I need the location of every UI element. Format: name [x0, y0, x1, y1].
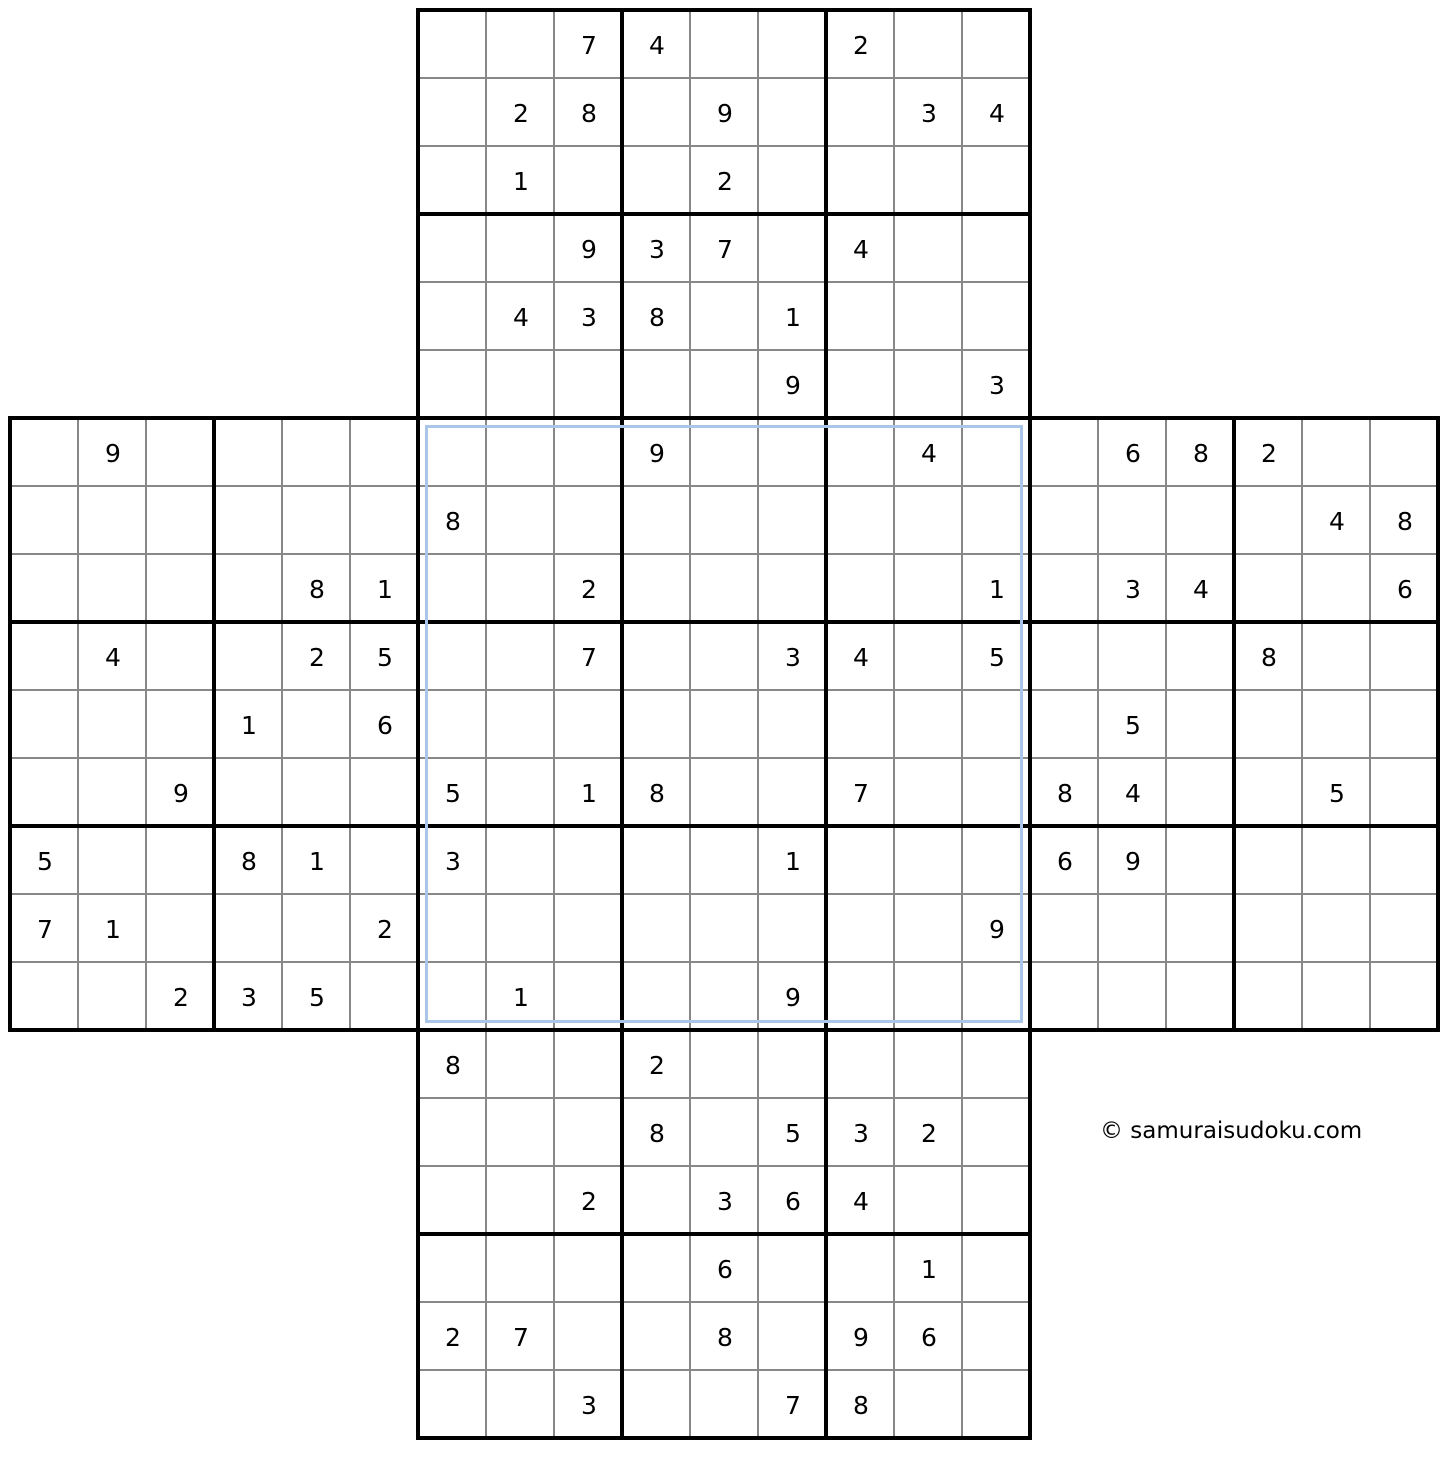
sudoku-empty-cell[interactable]: [215, 487, 283, 555]
sudoku-given-cell: 8: [717, 1322, 733, 1352]
sudoku-empty-cell[interactable]: [1371, 759, 1439, 827]
sudoku-given-cell: 3: [581, 1390, 597, 1420]
sudoku-given-cell: 9: [649, 438, 665, 468]
sudoku-empty-cell[interactable]: [351, 419, 419, 487]
sudoku-empty-cell[interactable]: [759, 215, 827, 283]
sudoku-empty-cell[interactable]: [691, 623, 759, 691]
sudoku-empty-cell[interactable]: [419, 351, 487, 419]
sudoku-empty-cell[interactable]: [691, 963, 759, 1031]
sudoku-empty-cell[interactable]: [419, 895, 487, 963]
sudoku-empty-cell[interactable]: [963, 1167, 1031, 1235]
sudoku-given-cell: 7: [581, 30, 597, 60]
sudoku-empty-cell[interactable]: [555, 1099, 623, 1167]
sudoku-empty-cell[interactable]: [215, 555, 283, 623]
sudoku-empty-cell[interactable]: [555, 895, 623, 963]
sudoku-empty-cell[interactable]: [147, 895, 215, 963]
sudoku-empty-cell[interactable]: [79, 555, 147, 623]
sudoku-empty-cell[interactable]: [351, 759, 419, 827]
sudoku-empty-cell[interactable]: [963, 487, 1031, 555]
sudoku-given-cell: 4: [649, 30, 665, 60]
sudoku-given-cell: 4: [1193, 574, 1209, 604]
sudoku-empty-cell[interactable]: [623, 79, 691, 147]
sudoku-given-cell: 9: [105, 438, 121, 468]
sudoku-empty-cell[interactable]: [895, 623, 963, 691]
sudoku-empty-cell[interactable]: [1371, 419, 1439, 487]
sudoku-empty-cell[interactable]: [487, 351, 555, 419]
sudoku-empty-cell[interactable]: [1235, 691, 1303, 759]
sudoku-given-cell: 5: [37, 846, 53, 876]
sudoku-given-cell: 6: [1057, 846, 1073, 876]
sudoku-empty-cell[interactable]: [623, 623, 691, 691]
sudoku-given-cell: 3: [581, 302, 597, 332]
sudoku-empty-cell[interactable]: [555, 487, 623, 555]
sudoku-empty-cell[interactable]: [487, 419, 555, 487]
sudoku-given-cell: 2: [921, 1118, 937, 1148]
sudoku-empty-cell[interactable]: [759, 691, 827, 759]
sudoku-given-cell: 4: [853, 234, 869, 264]
sudoku-empty-cell[interactable]: [147, 487, 215, 555]
sudoku-empty-cell[interactable]: [1303, 963, 1371, 1031]
sudoku-empty-cell[interactable]: [1167, 487, 1235, 555]
sudoku-empty-cell[interactable]: [623, 691, 691, 759]
sudoku-given-cell: 4: [853, 642, 869, 672]
sudoku-empty-cell[interactable]: [691, 895, 759, 963]
sudoku-given-cell: 8: [649, 778, 665, 808]
sudoku-empty-cell[interactable]: [691, 691, 759, 759]
sudoku-given-cell: 8: [1057, 778, 1073, 808]
sudoku-empty-cell[interactable]: [963, 283, 1031, 351]
sudoku-empty-cell[interactable]: [1031, 895, 1099, 963]
sudoku-given-cell: 1: [377, 574, 393, 604]
sudoku-empty-cell[interactable]: [759, 487, 827, 555]
sudoku-empty-cell[interactable]: [11, 555, 79, 623]
sudoku-empty-cell[interactable]: [1303, 691, 1371, 759]
sudoku-given-cell: 1: [921, 1254, 937, 1284]
sudoku-given-cell: 2: [377, 914, 393, 944]
sudoku-empty-cell[interactable]: [487, 827, 555, 895]
sudoku-empty-cell[interactable]: [487, 1031, 555, 1099]
sudoku-empty-cell[interactable]: [895, 691, 963, 759]
sudoku-empty-cell[interactable]: [11, 963, 79, 1031]
sudoku-empty-cell[interactable]: [1099, 963, 1167, 1031]
sudoku-given-cell: 3: [921, 98, 937, 128]
sudoku-empty-cell[interactable]: [623, 555, 691, 623]
sudoku-empty-cell[interactable]: [555, 419, 623, 487]
sudoku-empty-cell[interactable]: [1167, 827, 1235, 895]
sudoku-empty-cell[interactable]: [419, 419, 487, 487]
sudoku-empty-cell[interactable]: [11, 623, 79, 691]
sudoku-given-cell: 7: [37, 914, 53, 944]
sudoku-empty-cell[interactable]: [555, 963, 623, 1031]
sudoku-empty-cell[interactable]: [963, 1099, 1031, 1167]
copyright-text: © samuraisudoku.com: [1100, 1118, 1363, 1144]
sudoku-empty-cell[interactable]: [691, 1099, 759, 1167]
sudoku-empty-cell[interactable]: [1031, 963, 1099, 1031]
sudoku-empty-cell[interactable]: [1167, 895, 1235, 963]
sudoku-empty-cell[interactable]: [895, 827, 963, 895]
sudoku-empty-cell[interactable]: [827, 691, 895, 759]
sudoku-empty-cell[interactable]: [147, 555, 215, 623]
sudoku-given-cell: 2: [853, 30, 869, 60]
sudoku-given-cell: 8: [445, 1050, 461, 1080]
sudoku-given-cell: 1: [581, 778, 597, 808]
sudoku-empty-cell[interactable]: [555, 351, 623, 419]
sudoku-empty-cell[interactable]: [827, 555, 895, 623]
sudoku-empty-cell[interactable]: [419, 1099, 487, 1167]
sudoku-empty-cell[interactable]: [895, 1167, 963, 1235]
sudoku-empty-cell[interactable]: [895, 351, 963, 419]
sudoku-empty-cell[interactable]: [419, 11, 487, 79]
sudoku-empty-cell[interactable]: [215, 419, 283, 487]
sudoku-empty-cell[interactable]: [1371, 827, 1439, 895]
sudoku-empty-cell[interactable]: [759, 1031, 827, 1099]
sudoku-empty-cell[interactable]: [1031, 623, 1099, 691]
sudoku-given-cell: 5: [445, 778, 461, 808]
sudoku-given-cell: 1: [513, 166, 529, 196]
sudoku-empty-cell[interactable]: [555, 1235, 623, 1303]
sudoku-empty-cell[interactable]: [419, 283, 487, 351]
sudoku-empty-cell[interactable]: [623, 351, 691, 419]
sudoku-given-cell: 9: [785, 370, 801, 400]
sudoku-empty-cell[interactable]: [963, 215, 1031, 283]
sudoku-empty-cell[interactable]: [623, 895, 691, 963]
sudoku-empty-cell[interactable]: [1167, 623, 1235, 691]
sudoku-given-cell: 6: [1125, 438, 1141, 468]
sudoku-empty-cell[interactable]: [963, 1371, 1031, 1439]
sudoku-given-cell: 2: [649, 1050, 665, 1080]
sudoku-given-cell: 2: [445, 1322, 461, 1352]
sudoku-given-cell: 7: [581, 642, 597, 672]
sudoku-empty-cell[interactable]: [1371, 895, 1439, 963]
sudoku-empty-cell[interactable]: [1031, 487, 1099, 555]
sudoku-empty-cell[interactable]: [11, 691, 79, 759]
sudoku-empty-cell[interactable]: [487, 759, 555, 827]
sudoku-empty-cell[interactable]: [351, 487, 419, 555]
sudoku-given-cell: 6: [1397, 574, 1413, 604]
sudoku-empty-cell[interactable]: [1099, 487, 1167, 555]
sudoku-empty-cell[interactable]: [1099, 895, 1167, 963]
sudoku-empty-cell[interactable]: [487, 487, 555, 555]
sudoku-empty-cell[interactable]: [759, 895, 827, 963]
sudoku-given-cell: 8: [445, 506, 461, 536]
sudoku-given-cell: 4: [853, 1186, 869, 1216]
sudoku-given-cell: 9: [717, 98, 733, 128]
sudoku-empty-cell[interactable]: [759, 1235, 827, 1303]
sudoku-empty-cell[interactable]: [419, 1167, 487, 1235]
sudoku-empty-cell[interactable]: [487, 623, 555, 691]
sudoku-empty-cell[interactable]: [419, 1235, 487, 1303]
sudoku-empty-cell[interactable]: [555, 827, 623, 895]
sudoku-empty-cell[interactable]: [895, 283, 963, 351]
sudoku-given-cell: 9: [785, 982, 801, 1012]
sudoku-empty-cell[interactable]: [487, 1235, 555, 1303]
sudoku-empty-cell[interactable]: [895, 215, 963, 283]
sudoku-empty-cell[interactable]: [555, 147, 623, 215]
sudoku-empty-cell[interactable]: [963, 827, 1031, 895]
sudoku-given-cell: 9: [1125, 846, 1141, 876]
sudoku-empty-cell[interactable]: [1031, 419, 1099, 487]
sudoku-empty-cell[interactable]: [555, 1031, 623, 1099]
sudoku-empty-cell[interactable]: [419, 215, 487, 283]
sudoku-given-cell: 8: [649, 302, 665, 332]
sudoku-empty-cell[interactable]: [963, 419, 1031, 487]
sudoku-empty-cell[interactable]: [759, 11, 827, 79]
sudoku-empty-cell[interactable]: [691, 555, 759, 623]
sudoku-empty-cell[interactable]: [1099, 623, 1167, 691]
sudoku-given-cell: 5: [309, 982, 325, 1012]
sudoku-empty-cell[interactable]: [691, 759, 759, 827]
sudoku-empty-cell[interactable]: [895, 963, 963, 1031]
sudoku-empty-cell[interactable]: [691, 11, 759, 79]
sudoku-empty-cell[interactable]: [1235, 487, 1303, 555]
sudoku-empty-cell[interactable]: [963, 11, 1031, 79]
sudoku-empty-cell[interactable]: [1031, 691, 1099, 759]
sudoku-given-cell: 2: [309, 642, 325, 672]
sudoku-given-cell: 2: [581, 574, 597, 604]
sudoku-given-cell: 7: [853, 778, 869, 808]
sudoku-empty-cell[interactable]: [827, 1235, 895, 1303]
sudoku-given-cell: 5: [1125, 710, 1141, 740]
sudoku-empty-cell[interactable]: [283, 759, 351, 827]
sudoku-empty-cell[interactable]: [147, 623, 215, 691]
sudoku-given-cell: 6: [785, 1186, 801, 1216]
sudoku-given-cell: 5: [1329, 778, 1345, 808]
sudoku-empty-cell[interactable]: [963, 759, 1031, 827]
sudoku-empty-cell[interactable]: [759, 555, 827, 623]
sudoku-empty-cell[interactable]: [487, 1099, 555, 1167]
sudoku-empty-cell[interactable]: [1235, 759, 1303, 827]
sudoku-empty-cell[interactable]: [895, 11, 963, 79]
sudoku-given-cell: 5: [377, 642, 393, 672]
sudoku-given-cell: 3: [989, 370, 1005, 400]
sudoku-given-cell: 6: [717, 1254, 733, 1284]
sudoku-empty-cell[interactable]: [1235, 895, 1303, 963]
sudoku-empty-cell[interactable]: [623, 827, 691, 895]
sudoku-empty-cell[interactable]: [691, 351, 759, 419]
sudoku-empty-cell[interactable]: [691, 1031, 759, 1099]
sudoku-empty-cell[interactable]: [963, 691, 1031, 759]
sudoku-empty-cell[interactable]: [487, 691, 555, 759]
sudoku-given-cell: 8: [309, 574, 325, 604]
sudoku-empty-cell[interactable]: [895, 147, 963, 215]
sudoku-given-cell: 2: [173, 982, 189, 1012]
sudoku-empty-cell[interactable]: [759, 1303, 827, 1371]
sudoku-empty-cell[interactable]: [11, 419, 79, 487]
sudoku-given-cell: 2: [581, 1186, 597, 1216]
sudoku-empty-cell[interactable]: [215, 623, 283, 691]
sudoku-empty-cell[interactable]: [963, 1235, 1031, 1303]
sudoku-empty-cell[interactable]: [895, 555, 963, 623]
sudoku-given-cell: 1: [785, 302, 801, 332]
sudoku-given-cell: 8: [1193, 438, 1209, 468]
sudoku-empty-cell[interactable]: [419, 623, 487, 691]
sudoku-given-cell: 9: [173, 778, 189, 808]
sudoku-given-cell: 4: [105, 642, 121, 672]
sudoku-empty-cell[interactable]: [827, 351, 895, 419]
sudoku-given-cell: 8: [581, 98, 597, 128]
sudoku-given-cell: 8: [241, 846, 257, 876]
sudoku-empty-cell[interactable]: [1235, 963, 1303, 1031]
sudoku-empty-cell[interactable]: [147, 827, 215, 895]
sudoku-given-cell: 5: [785, 1118, 801, 1148]
sudoku-empty-cell[interactable]: [419, 147, 487, 215]
sudoku-empty-cell[interactable]: [827, 419, 895, 487]
sudoku-given-cell: 2: [1261, 438, 1277, 468]
sudoku-given-cell: 4: [1125, 778, 1141, 808]
sudoku-given-cell: 7: [785, 1390, 801, 1420]
sudoku-empty-cell[interactable]: [419, 555, 487, 623]
sudoku-empty-cell[interactable]: [487, 1167, 555, 1235]
sudoku-empty-cell[interactable]: [623, 1235, 691, 1303]
sudoku-empty-cell[interactable]: [1371, 963, 1439, 1031]
sudoku-given-cell: 7: [513, 1322, 529, 1352]
sudoku-empty-cell[interactable]: [1031, 555, 1099, 623]
sudoku-empty-cell[interactable]: [895, 1031, 963, 1099]
sudoku-empty-cell[interactable]: [895, 1371, 963, 1439]
sudoku-empty-cell[interactable]: [79, 827, 147, 895]
sudoku-given-cell: 4: [921, 438, 937, 468]
sudoku-empty-cell[interactable]: [11, 759, 79, 827]
sudoku-given-cell: 1: [241, 710, 257, 740]
sudoku-empty-cell[interactable]: [691, 419, 759, 487]
sudoku-empty-cell[interactable]: [555, 1303, 623, 1371]
sudoku-empty-cell[interactable]: [79, 759, 147, 827]
sudoku-given-cell: 3: [649, 234, 665, 264]
sudoku-empty-cell[interactable]: [827, 895, 895, 963]
sudoku-empty-cell[interactable]: [827, 1031, 895, 1099]
sudoku-given-cell: 1: [785, 846, 801, 876]
sudoku-empty-cell[interactable]: [963, 963, 1031, 1031]
sudoku-given-cell: 9: [989, 914, 1005, 944]
sudoku-given-cell: 8: [853, 1390, 869, 1420]
sudoku-empty-cell[interactable]: [1235, 555, 1303, 623]
sudoku-empty-cell[interactable]: [827, 147, 895, 215]
sudoku-empty-cell[interactable]: [1371, 623, 1439, 691]
sudoku-given-cell: 8: [1261, 642, 1277, 672]
sudoku-empty-cell[interactable]: [1167, 691, 1235, 759]
sudoku-empty-cell[interactable]: [283, 691, 351, 759]
sudoku-empty-cell[interactable]: [283, 487, 351, 555]
sudoku-empty-cell[interactable]: [827, 827, 895, 895]
sudoku-empty-cell[interactable]: [691, 487, 759, 555]
sudoku-empty-cell[interactable]: [895, 487, 963, 555]
sudoku-given-cell: 8: [649, 1118, 665, 1148]
sudoku-empty-cell[interactable]: [1303, 827, 1371, 895]
sudoku-given-cell: 6: [921, 1322, 937, 1352]
sudoku-empty-cell[interactable]: [963, 147, 1031, 215]
sudoku-given-cell: 2: [717, 166, 733, 196]
sudoku-empty-cell[interactable]: [759, 79, 827, 147]
sudoku-given-cell: 8: [1397, 506, 1413, 536]
sudoku-empty-cell[interactable]: [691, 283, 759, 351]
sudoku-given-cell: 3: [241, 982, 257, 1012]
sudoku-empty-cell[interactable]: [419, 79, 487, 147]
sudoku-given-cell: 1: [513, 982, 529, 1012]
sudoku-empty-cell[interactable]: [11, 487, 79, 555]
sudoku-empty-cell[interactable]: [759, 419, 827, 487]
sudoku-empty-cell[interactable]: [623, 1167, 691, 1235]
sudoku-empty-cell[interactable]: [351, 827, 419, 895]
sudoku-given-cell: 1: [309, 846, 325, 876]
sudoku-given-cell: 3: [785, 642, 801, 672]
sudoku-empty-cell[interactable]: [79, 691, 147, 759]
sudoku-empty-cell[interactable]: [1303, 623, 1371, 691]
sudoku-empty-cell[interactable]: [623, 1371, 691, 1439]
sudoku-given-cell: 5: [989, 642, 1005, 672]
sudoku-empty-cell[interactable]: [827, 79, 895, 147]
sudoku-empty-cell[interactable]: [623, 147, 691, 215]
sudoku-given-cell: 4: [1329, 506, 1345, 536]
sudoku-empty-cell[interactable]: [691, 1371, 759, 1439]
sudoku-empty-cell[interactable]: [1303, 419, 1371, 487]
sudoku-given-cell: 4: [989, 98, 1005, 128]
sudoku-empty-cell[interactable]: [623, 1303, 691, 1371]
sudoku-given-cell: 3: [1125, 574, 1141, 604]
sudoku-empty-cell[interactable]: [419, 1371, 487, 1439]
sudoku-empty-cell[interactable]: [895, 895, 963, 963]
sudoku-empty-cell[interactable]: [147, 419, 215, 487]
sudoku-given-cell: 3: [445, 846, 461, 876]
sudoku-empty-cell[interactable]: [1167, 963, 1235, 1031]
sudoku-given-cell: 7: [717, 234, 733, 264]
sudoku-empty-cell[interactable]: [487, 555, 555, 623]
sudoku-empty-cell[interactable]: [827, 283, 895, 351]
sudoku-given-cell: 1: [989, 574, 1005, 604]
sudoku-given-cell: 9: [581, 234, 597, 264]
sudoku-empty-cell[interactable]: [79, 487, 147, 555]
sudoku-empty-cell[interactable]: [487, 215, 555, 283]
sudoku-empty-cell[interactable]: [827, 963, 895, 1031]
sudoku-empty-cell[interactable]: [759, 147, 827, 215]
sudoku-empty-cell[interactable]: [79, 963, 147, 1031]
sudoku-given-cell: 3: [717, 1186, 733, 1216]
sudoku-given-cell: 6: [377, 710, 393, 740]
sudoku-empty-cell[interactable]: [623, 487, 691, 555]
sudoku-empty-cell[interactable]: [623, 963, 691, 1031]
sudoku-empty-cell[interactable]: [827, 487, 895, 555]
sudoku-empty-cell[interactable]: [1303, 555, 1371, 623]
sudoku-empty-cell[interactable]: [419, 691, 487, 759]
sudoku-empty-cell[interactable]: [215, 895, 283, 963]
sudoku-empty-cell[interactable]: [487, 1371, 555, 1439]
sudoku-empty-cell[interactable]: [963, 1303, 1031, 1371]
sudoku-empty-cell[interactable]: [1303, 895, 1371, 963]
sudoku-empty-cell[interactable]: [487, 11, 555, 79]
sudoku-given-cell: 1: [105, 914, 121, 944]
sudoku-empty-cell[interactable]: [691, 827, 759, 895]
sudoku-empty-cell[interactable]: [895, 759, 963, 827]
sudoku-empty-cell[interactable]: [1167, 759, 1235, 827]
sudoku-empty-cell[interactable]: [147, 691, 215, 759]
sudoku-given-cell: 2: [513, 98, 529, 128]
sudoku-empty-cell[interactable]: [555, 691, 623, 759]
sudoku-empty-cell[interactable]: [963, 1031, 1031, 1099]
sudoku-given-cell: 3: [853, 1118, 869, 1148]
sudoku-empty-cell[interactable]: [759, 759, 827, 827]
sudoku-given-cell: 4: [513, 302, 529, 332]
sudoku-empty-cell[interactable]: [487, 895, 555, 963]
sudoku-empty-cell[interactable]: [351, 963, 419, 1031]
sudoku-empty-cell[interactable]: [1235, 827, 1303, 895]
sudoku-empty-cell[interactable]: [283, 895, 351, 963]
sudoku-given-cell: 9: [853, 1322, 869, 1352]
sudoku-empty-cell[interactable]: [283, 419, 351, 487]
sudoku-empty-cell[interactable]: [215, 759, 283, 827]
sudoku-empty-cell[interactable]: [1371, 691, 1439, 759]
sudoku-empty-cell[interactable]: [419, 963, 487, 1031]
